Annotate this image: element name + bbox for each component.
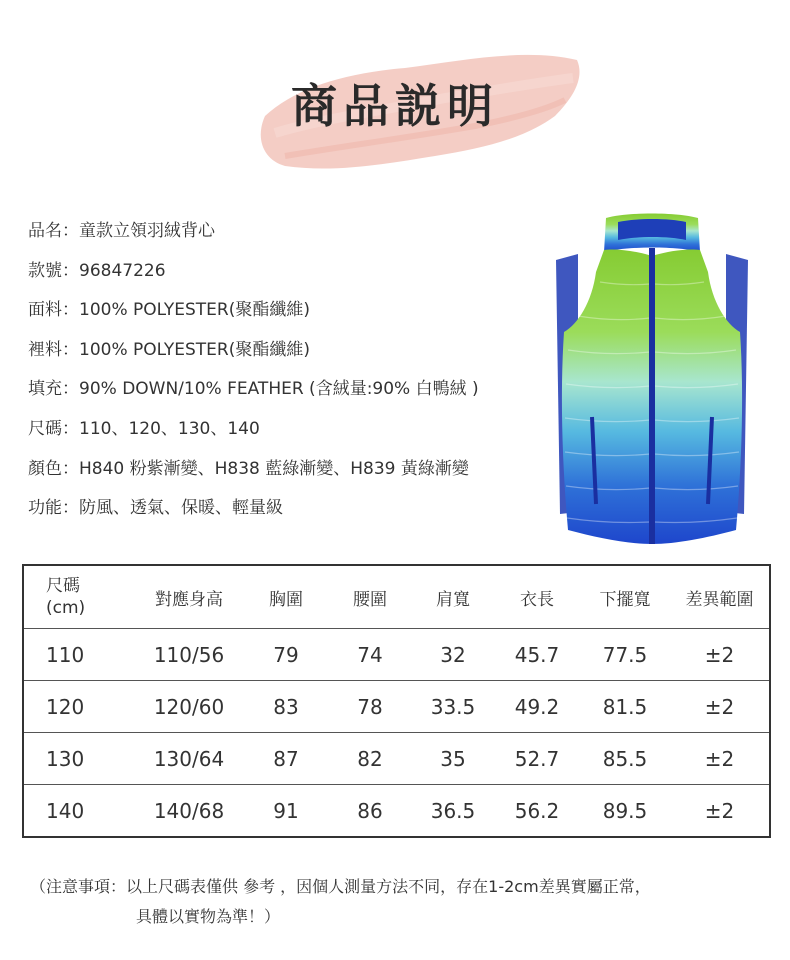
- header-text: 尺碼 (cm): [46, 576, 86, 618]
- spec-label: 面料: [28, 300, 62, 321]
- table-cell: ±2: [670, 785, 770, 838]
- size-note: [30, 872, 770, 932]
- table-cell: 32: [412, 629, 494, 681]
- table-cell: ±2: [670, 733, 770, 785]
- table-cell: 110: [23, 629, 134, 681]
- column-header-size: [23, 565, 134, 629]
- table-cell: 35: [412, 733, 494, 785]
- table-cell: 33.5: [412, 681, 494, 733]
- table-cell: 49.2: [494, 681, 580, 733]
- spec-label: 裡料: [28, 339, 62, 360]
- column-header-chest: 胸圍: [269, 589, 303, 610]
- spec-row-colors: [28, 450, 568, 490]
- page-title: 商品説明: [291, 79, 499, 133]
- spec-separator: ：: [62, 418, 79, 439]
- spec-value: 110、120、130、140: [79, 418, 260, 439]
- spec-row-lining: [28, 331, 568, 371]
- table-row: [23, 733, 770, 785]
- table-cell: 56.2: [494, 785, 580, 838]
- table-cell: 82: [328, 733, 412, 785]
- table-cell: 83: [244, 681, 328, 733]
- table-cell: 36.5: [412, 785, 494, 838]
- column-header-height: 對應身高: [155, 589, 223, 610]
- table-cell: 77.5: [580, 629, 670, 681]
- table-cell: 140/68: [134, 785, 244, 838]
- table-cell: 130: [23, 733, 134, 785]
- column-header-hem: 下擺寬: [599, 589, 651, 610]
- product-vest-image: [548, 212, 756, 547]
- spec-row-name: [28, 212, 568, 252]
- spec-label: 尺碼: [28, 418, 62, 439]
- spec-separator: ：: [62, 260, 79, 281]
- column-header-waist: 腰圍: [353, 589, 387, 610]
- spec-row-style-no: [28, 252, 568, 292]
- spec-value: 防風、透氣、保暖、輕量級: [79, 498, 283, 519]
- table-cell: 81.5: [580, 681, 670, 733]
- spec-value: 100% POLYESTER(聚酯纖維): [79, 339, 310, 360]
- spec-separator: ：: [62, 221, 79, 241]
- spec-row-sizes: [28, 410, 568, 450]
- note-line-1: （注意事項：以上尺碼表僅供 參考 ，因個人測量方法不同，存在1-2cm差異實屬正常，: [30, 877, 651, 896]
- table-cell: 74: [328, 629, 412, 681]
- spec-value: 童款立領羽絨背心: [79, 221, 215, 241]
- spec-value: 90% DOWN/10% FEATHER (含絨量:90% 白鴨絨 ): [79, 379, 479, 400]
- spec-value: 100% POLYESTER(聚酯纖維): [79, 300, 310, 321]
- spec-label: 款號: [28, 260, 62, 281]
- table-cell: 130/64: [134, 733, 244, 785]
- spec-label: 功能: [28, 498, 62, 519]
- column-header-tolerance: 差異範圍: [685, 589, 754, 610]
- spec-row-outer-fabric: [28, 291, 568, 331]
- spec-row-features: [28, 489, 568, 529]
- spec-value: 96847226: [79, 260, 166, 281]
- column-header-shoulder: 肩寬: [436, 589, 470, 610]
- table-cell: 120: [23, 681, 134, 733]
- table-cell: ±2: [670, 681, 770, 733]
- table-cell: ±2: [670, 629, 770, 681]
- spec-list: [28, 212, 568, 529]
- spec-label: 品名: [28, 221, 62, 241]
- table-row: [23, 629, 770, 681]
- column-header-length: 衣長: [520, 589, 554, 610]
- spec-label: 填充: [28, 379, 62, 400]
- table-row: [23, 681, 770, 733]
- table-cell: 140: [23, 785, 134, 838]
- table-cell: 120/60: [134, 681, 244, 733]
- table-cell: 52.7: [494, 733, 580, 785]
- table-cell: 89.5: [580, 785, 670, 838]
- table-cell: 91: [244, 785, 328, 838]
- table-cell: 85.5: [580, 733, 670, 785]
- spec-separator: ：: [62, 458, 79, 479]
- table-header-row: [23, 565, 770, 629]
- table-cell: 79: [244, 629, 328, 681]
- spec-separator: ：: [62, 379, 79, 400]
- size-chart-table: [22, 564, 771, 838]
- table-row: [23, 785, 770, 838]
- table-cell: 78: [328, 681, 412, 733]
- spec-value: H840 粉紫漸變、H838 藍綠漸變、H839 黃綠漸變: [79, 458, 469, 479]
- table-cell: 86: [328, 785, 412, 838]
- table-cell: 45.7: [494, 629, 580, 681]
- spec-row-filling: [28, 370, 568, 410]
- spec-label: 顏色: [28, 458, 62, 479]
- spec-separator: ：: [62, 498, 79, 519]
- spec-separator: ：: [62, 339, 79, 360]
- table-cell: 110/56: [134, 629, 244, 681]
- note-line-2: 具體以實物為準！）: [136, 907, 281, 926]
- spec-separator: ：: [62, 300, 79, 321]
- table-cell: 87: [244, 733, 328, 785]
